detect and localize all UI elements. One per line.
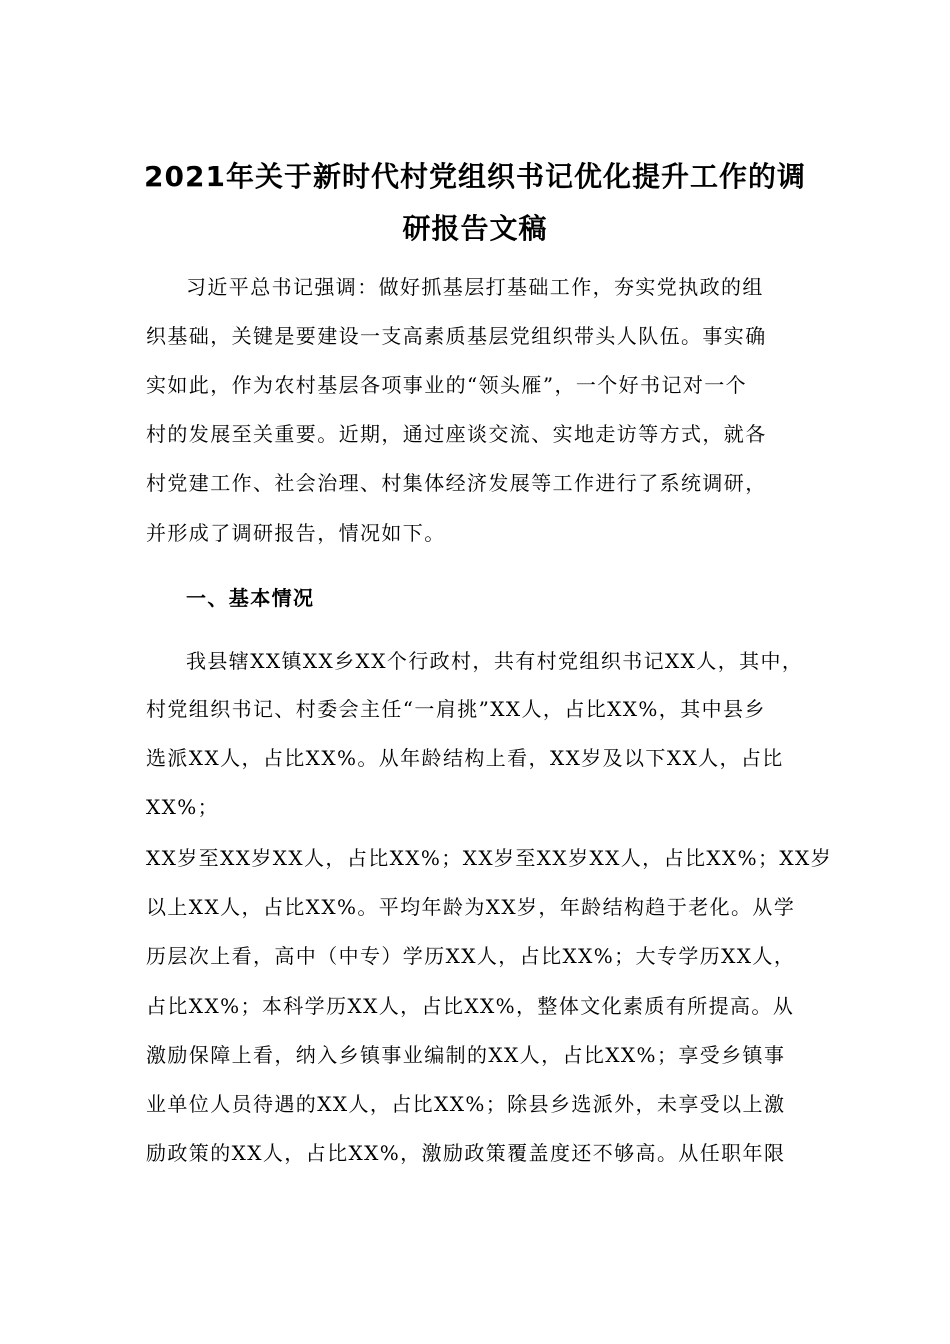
section-paragraph-line: 村党组织书记、村委会主任“一肩挑”XX人，占比XX%，其中县乡 (146, 697, 766, 721)
section-paragraph-line: 选派XX人，占比XX%。从年龄结构上看，XX岁及以下XX人，占比 (146, 746, 784, 770)
intro-paragraph-line: 村党建工作、社会治理、村集体经济发展等工作进行了系统调研， (146, 471, 767, 495)
section-paragraph-line: 激励保障上看，纳入乡镇事业编制的XX人，占比XX%；享受乡镇事 (146, 1043, 786, 1067)
section-paragraph-line: 以上XX人，占比XX%。平均年龄为XX岁，年龄结构趋于老化。从学 (146, 895, 796, 919)
intro-paragraph-line: 习近平总书记强调：做好抓基层打基础工作，夯实党执政的组 (186, 275, 764, 299)
section-paragraph-line: 励政策的XX人，占比XX%，激励政策覆盖度还不够高。从任职年限 (146, 1141, 786, 1165)
document-title-line-1: 2021年关于新时代村党组织书记优化提升工作的调 (144, 160, 806, 193)
intro-paragraph-line: 并形成了调研报告，情况如下。 (146, 521, 446, 545)
section-paragraph-line: XX岁至XX岁XX人，占比XX%；XX岁至XX岁XX人，占比XX%；XX岁 (146, 846, 833, 870)
section-paragraph-line: 占比XX%；本科学历XX人，占比XX%，整体文化素质有所提高。从 (146, 994, 795, 1018)
intro-paragraph-line: 村的发展至关重要。近期，通过座谈交流、实地走访等方式，就各 (146, 422, 767, 446)
intro-paragraph-line: 织基础，关键是要建设一支高素质基层党组织带头人队伍。事实确 (146, 324, 767, 348)
section-heading: 一、基本情况 (186, 586, 315, 610)
section-paragraph-line: 历层次上看，高中（中专）学历XX人，占比XX%；大专学历XX人， (146, 944, 796, 968)
section-paragraph-line: 我县辖XX镇XX乡XX个行政村，共有村党组织书记XX人，其中， (186, 649, 804, 673)
document-title-line-2: 研报告文稿 (402, 212, 548, 245)
section-paragraph-line: XX%； (146, 795, 220, 819)
section-paragraph-line: 业单位人员待遇的XX人，占比XX%；除县乡选派外，未享受以上激 (146, 1092, 786, 1116)
intro-paragraph-line: 实如此，作为农村基层各项事业的“领头雁”，一个好书记对一个 (146, 373, 748, 397)
